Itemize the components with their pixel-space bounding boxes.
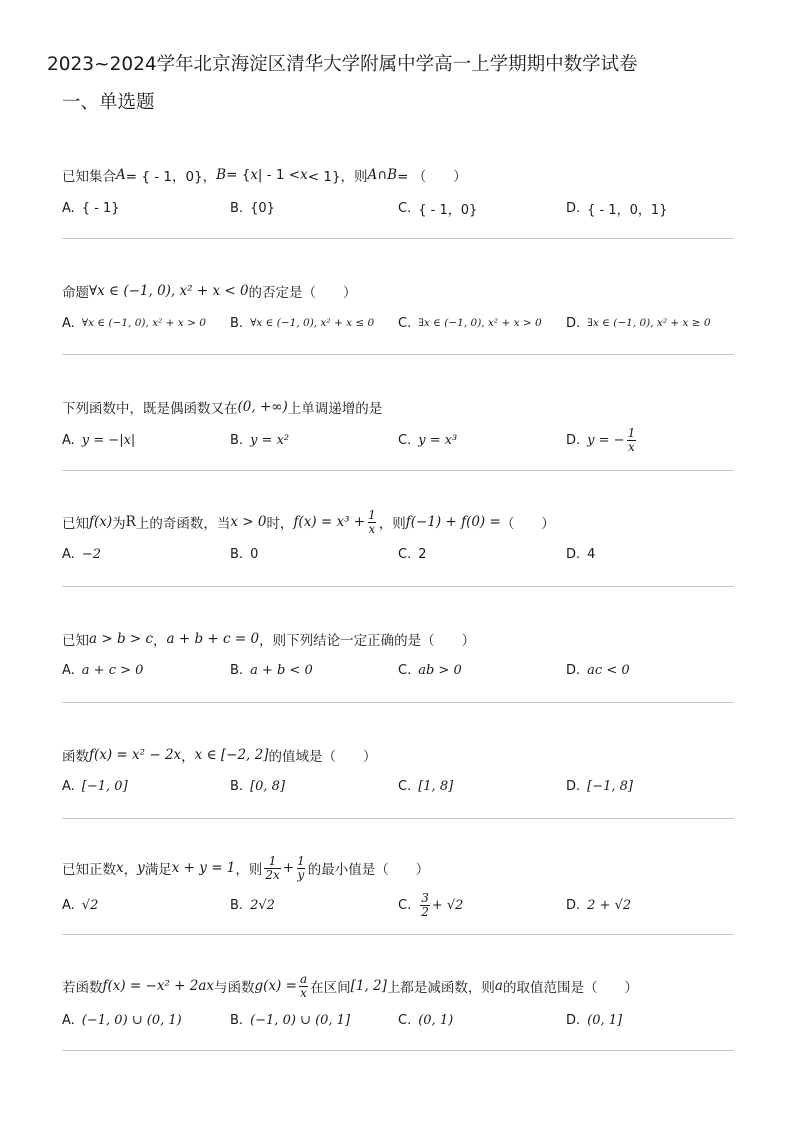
option-letter: C. — [398, 1012, 412, 1028]
option-text: ∃x ∈ (−1, 0), x² + x ≥ 0 — [587, 317, 711, 329]
divider — [62, 238, 734, 239]
stem-text: = { — [226, 167, 251, 183]
fraction-numerator: 1 — [268, 853, 277, 868]
stem-math: x — [250, 167, 258, 183]
stem-text: 已知正数 — [62, 862, 116, 878]
option-b[interactable] — [230, 888, 275, 922]
option-b[interactable] — [230, 1010, 350, 1030]
option-letter: A. — [62, 662, 75, 678]
options-row — [62, 198, 734, 218]
stem-text: ，则 — [235, 862, 263, 878]
fraction — [627, 427, 637, 454]
stem-text: 满足 — [144, 862, 172, 878]
option-letter: B. — [230, 1012, 244, 1028]
option-text: √2 — [81, 897, 99, 913]
option-c[interactable] — [398, 544, 427, 564]
option-text: { - 1，0，1} — [587, 202, 668, 218]
stem-math: f(−1) + f(0) = — [405, 514, 501, 530]
option-c[interactable] — [398, 888, 463, 922]
option-c[interactable] — [398, 313, 542, 333]
option-letter: B. — [230, 546, 244, 562]
stem-text: 已知 — [62, 633, 89, 649]
option-letter: A. — [62, 1012, 75, 1028]
option-c[interactable] — [398, 198, 477, 218]
stem-math: ∀x ∈ (−1, 0), x² + x < 0 — [89, 283, 249, 299]
option-letter: A. — [62, 432, 75, 448]
question-stem — [62, 628, 475, 650]
stem-text: 上都是减函数，则 — [386, 980, 495, 996]
stem-text: 为 — [112, 516, 126, 532]
option-letter: B. — [230, 662, 244, 678]
option-letter: A. — [62, 546, 75, 562]
stem-text: 时， — [266, 516, 294, 532]
option-letter: D. — [566, 662, 581, 678]
option-text: 2√2 — [250, 897, 275, 913]
option-letter: C. — [398, 432, 412, 448]
stem-text: 的否定是（ ） — [248, 285, 357, 301]
option-text: ∀x ∈ (−1, 0), x² + x > 0 — [81, 317, 206, 329]
stem-math: B — [387, 167, 398, 183]
question-8 — [62, 970, 734, 1086]
fraction-denominator: x — [627, 439, 635, 454]
option-b[interactable] — [230, 544, 258, 564]
stem-math: A — [367, 167, 378, 183]
stem-math: R — [125, 514, 136, 530]
option-a[interactable] — [62, 313, 206, 333]
stem-text: 在区间 — [310, 980, 351, 996]
fraction — [264, 855, 280, 882]
stem-text: 与函数 — [214, 980, 255, 996]
question-3 — [62, 396, 734, 512]
fraction — [420, 892, 430, 919]
section-heading: 一、单选题 — [62, 92, 155, 113]
stem-math: f(x) = x² − 2x — [89, 747, 182, 763]
option-text: y = − — [587, 432, 625, 448]
option-d[interactable] — [566, 1010, 622, 1030]
option-text: { - 1，0} — [418, 202, 478, 218]
question-stem — [62, 164, 467, 186]
stem-text: = { - 1，0}， — [125, 169, 217, 185]
stem-math: x + y = 1 — [171, 860, 236, 876]
options-row — [62, 424, 734, 456]
option-letter: D. — [566, 315, 581, 331]
fraction-denominator: y — [297, 867, 305, 882]
stem-text: 已知集合 — [62, 169, 116, 185]
stem-math: B — [216, 167, 227, 183]
option-text: (0, 1) — [418, 1012, 454, 1028]
option-d[interactable] — [566, 660, 630, 680]
option-text: 2 + √2 — [587, 897, 632, 913]
stem-text: ， — [153, 633, 167, 649]
option-text: [−1, 8] — [587, 778, 633, 794]
option-text: {0} — [250, 200, 275, 216]
divider — [62, 818, 734, 819]
option-text: [−1, 0] — [81, 778, 128, 794]
options-row — [62, 660, 734, 680]
option-letter: D. — [566, 432, 581, 448]
stem-math: y — [137, 860, 145, 876]
option-a[interactable] — [62, 888, 98, 922]
option-letter: A. — [62, 778, 75, 794]
option-c[interactable] — [398, 776, 453, 796]
option-letter: B. — [230, 778, 244, 794]
stem-text: 若函数 — [62, 980, 103, 996]
option-d[interactable] — [566, 424, 638, 456]
question-stem — [62, 280, 357, 302]
options-row — [62, 776, 734, 796]
option-b[interactable] — [230, 776, 285, 796]
stem-text: 下列函数中，既是偶函数又在 — [62, 401, 238, 417]
fraction-numerator: 1 — [627, 425, 636, 440]
stem-text: ，则下列结论一定正确的是（ ） — [259, 633, 476, 649]
divider — [62, 470, 734, 471]
options-row — [62, 888, 734, 922]
fraction-denominator: 2x — [265, 867, 280, 882]
option-a[interactable] — [62, 776, 128, 796]
option-text: y = x³ — [418, 432, 458, 448]
stem-text: 的最小值是（ ） — [307, 862, 430, 878]
option-text: 2 — [418, 546, 427, 562]
fraction-denominator: x — [300, 985, 307, 1000]
option-letter: B. — [230, 897, 244, 913]
option-text: y = x² — [250, 432, 290, 448]
question-stem — [62, 506, 555, 538]
stem-math: x > 0 — [230, 514, 267, 530]
option-letter: C. — [398, 315, 412, 331]
question-2 — [62, 280, 734, 396]
stem-text: 的取值范围是（ ） — [502, 980, 638, 996]
option-text: a + b < 0 — [250, 662, 313, 678]
option-b[interactable] — [230, 424, 289, 456]
option-b[interactable] — [230, 313, 374, 333]
option-letter: C. — [398, 778, 412, 794]
stem-math: f(x) — [89, 514, 113, 530]
stem-math: a > b > c — [89, 631, 154, 647]
option-a[interactable] — [62, 544, 101, 564]
option-letter: B. — [230, 315, 244, 331]
divider — [62, 1050, 734, 1051]
stem-text: ， — [181, 749, 195, 765]
stem-text: ， — [123, 862, 138, 878]
stem-math: (0, +∞) — [237, 399, 288, 415]
option-c[interactable] — [398, 660, 462, 680]
fraction-numerator: 1 — [297, 853, 305, 868]
option-a[interactable] — [62, 424, 135, 456]
stem-text: = （ ） — [397, 169, 467, 185]
option-letter: D. — [566, 897, 581, 913]
stem-math: [1, 2] — [350, 978, 387, 994]
option-text: [1, 8] — [418, 778, 454, 794]
options-row — [62, 313, 734, 333]
option-letter: B. — [230, 432, 244, 448]
option-text: (−1, 0) ∪ (0, 1) — [81, 1012, 182, 1028]
stem-text: 上的奇函数，当 — [135, 516, 231, 532]
fraction-numerator: 1 — [368, 507, 376, 522]
option-letter: D. — [566, 778, 581, 794]
option-a[interactable] — [62, 1010, 182, 1030]
divider — [62, 354, 734, 355]
divider — [62, 586, 734, 587]
option-letter: A. — [62, 200, 75, 216]
option-letter: B. — [230, 200, 244, 216]
option-d[interactable] — [566, 313, 711, 333]
option-text: (0, 1] — [587, 1012, 623, 1028]
question-stem — [62, 852, 429, 884]
stem-text: （ ） — [500, 516, 555, 532]
fraction-denominator: x — [368, 521, 376, 536]
stem-math: x — [300, 167, 308, 183]
stem-math: x — [116, 860, 124, 876]
option-b[interactable] — [230, 660, 313, 680]
option-d[interactable] — [566, 198, 667, 218]
stem-math: a — [494, 978, 503, 994]
option-d[interactable] — [566, 544, 595, 564]
option-letter: C. — [398, 897, 412, 913]
stem-text: 的值域是（ ） — [268, 749, 377, 765]
stem-math: g(x) = — [254, 978, 297, 994]
option-text: 4 — [587, 546, 596, 562]
stem-text: 命题 — [62, 285, 89, 301]
option-d[interactable] — [566, 888, 631, 922]
divider — [62, 702, 734, 703]
option-text: y = −|x| — [81, 432, 136, 448]
option-text: −2 — [81, 546, 101, 562]
option-letter: D. — [566, 200, 581, 216]
page-title: 2023~2024学年北京海淀区清华大学附属中学高一上学期期中数学试卷 — [47, 54, 638, 75]
option-text: { - 1} — [81, 200, 120, 216]
stem-math: x ∈ [−2, 2] — [194, 747, 269, 763]
stem-text: < 1}，则 — [307, 169, 368, 185]
question-stem — [62, 744, 376, 766]
option-text: + √2 — [431, 897, 464, 913]
stem-math: + — [282, 860, 295, 876]
option-text: ac < 0 — [587, 662, 630, 678]
option-text: a + c > 0 — [81, 662, 144, 678]
options-row — [62, 1010, 734, 1030]
question-4 — [62, 506, 734, 622]
option-text: (−1, 0) ∪ (0, 1] — [250, 1012, 351, 1028]
stem-math: a + b + c = 0 — [166, 631, 260, 647]
fraction-denominator: 2 — [421, 904, 429, 919]
option-letter: A. — [62, 315, 75, 331]
option-letter: A. — [62, 897, 75, 913]
stem-text: 函数 — [62, 749, 89, 765]
options-row — [62, 544, 734, 564]
option-text: 0 — [250, 546, 259, 562]
option-a[interactable] — [62, 198, 120, 218]
stem-text: ，则 — [378, 516, 406, 532]
stem-text: | - 1 < — [257, 167, 301, 183]
question-7 — [62, 852, 734, 968]
fraction — [296, 855, 306, 882]
option-d[interactable] — [566, 776, 633, 796]
option-text: ab > 0 — [418, 662, 462, 678]
stem-text: 上单调递增的是 — [287, 401, 383, 417]
question-stem — [62, 970, 638, 1002]
stem-math: f(x) = −x² + 2ax — [102, 978, 215, 994]
fraction — [367, 509, 377, 536]
option-c[interactable] — [398, 1010, 453, 1030]
option-text: ∀x ∈ (−1, 0), x² + x ≤ 0 — [250, 317, 375, 329]
question-1 — [62, 164, 734, 280]
stem-math: A — [116, 167, 126, 183]
question-5 — [62, 628, 734, 744]
fraction-numerator: 3 — [421, 890, 429, 905]
divider — [62, 934, 734, 935]
option-letter: C. — [398, 200, 412, 216]
option-text: ∃x ∈ (−1, 0), x² + x > 0 — [418, 317, 542, 329]
option-c[interactable] — [398, 424, 457, 456]
option-letter: C. — [398, 546, 412, 562]
question-stem — [62, 396, 382, 418]
stem-text: ∩ — [377, 167, 388, 183]
fraction — [299, 973, 308, 1000]
option-b[interactable] — [230, 198, 275, 218]
option-text: [0, 8] — [250, 778, 286, 794]
option-letter: C. — [398, 662, 412, 678]
fraction-numerator: a — [299, 971, 308, 986]
question-6 — [62, 744, 734, 860]
option-a[interactable] — [62, 660, 143, 680]
option-letter: D. — [566, 1012, 581, 1028]
stem-math: f(x) = x³ + — [293, 514, 366, 530]
stem-text: 已知 — [62, 516, 89, 532]
option-letter: D. — [566, 546, 581, 562]
